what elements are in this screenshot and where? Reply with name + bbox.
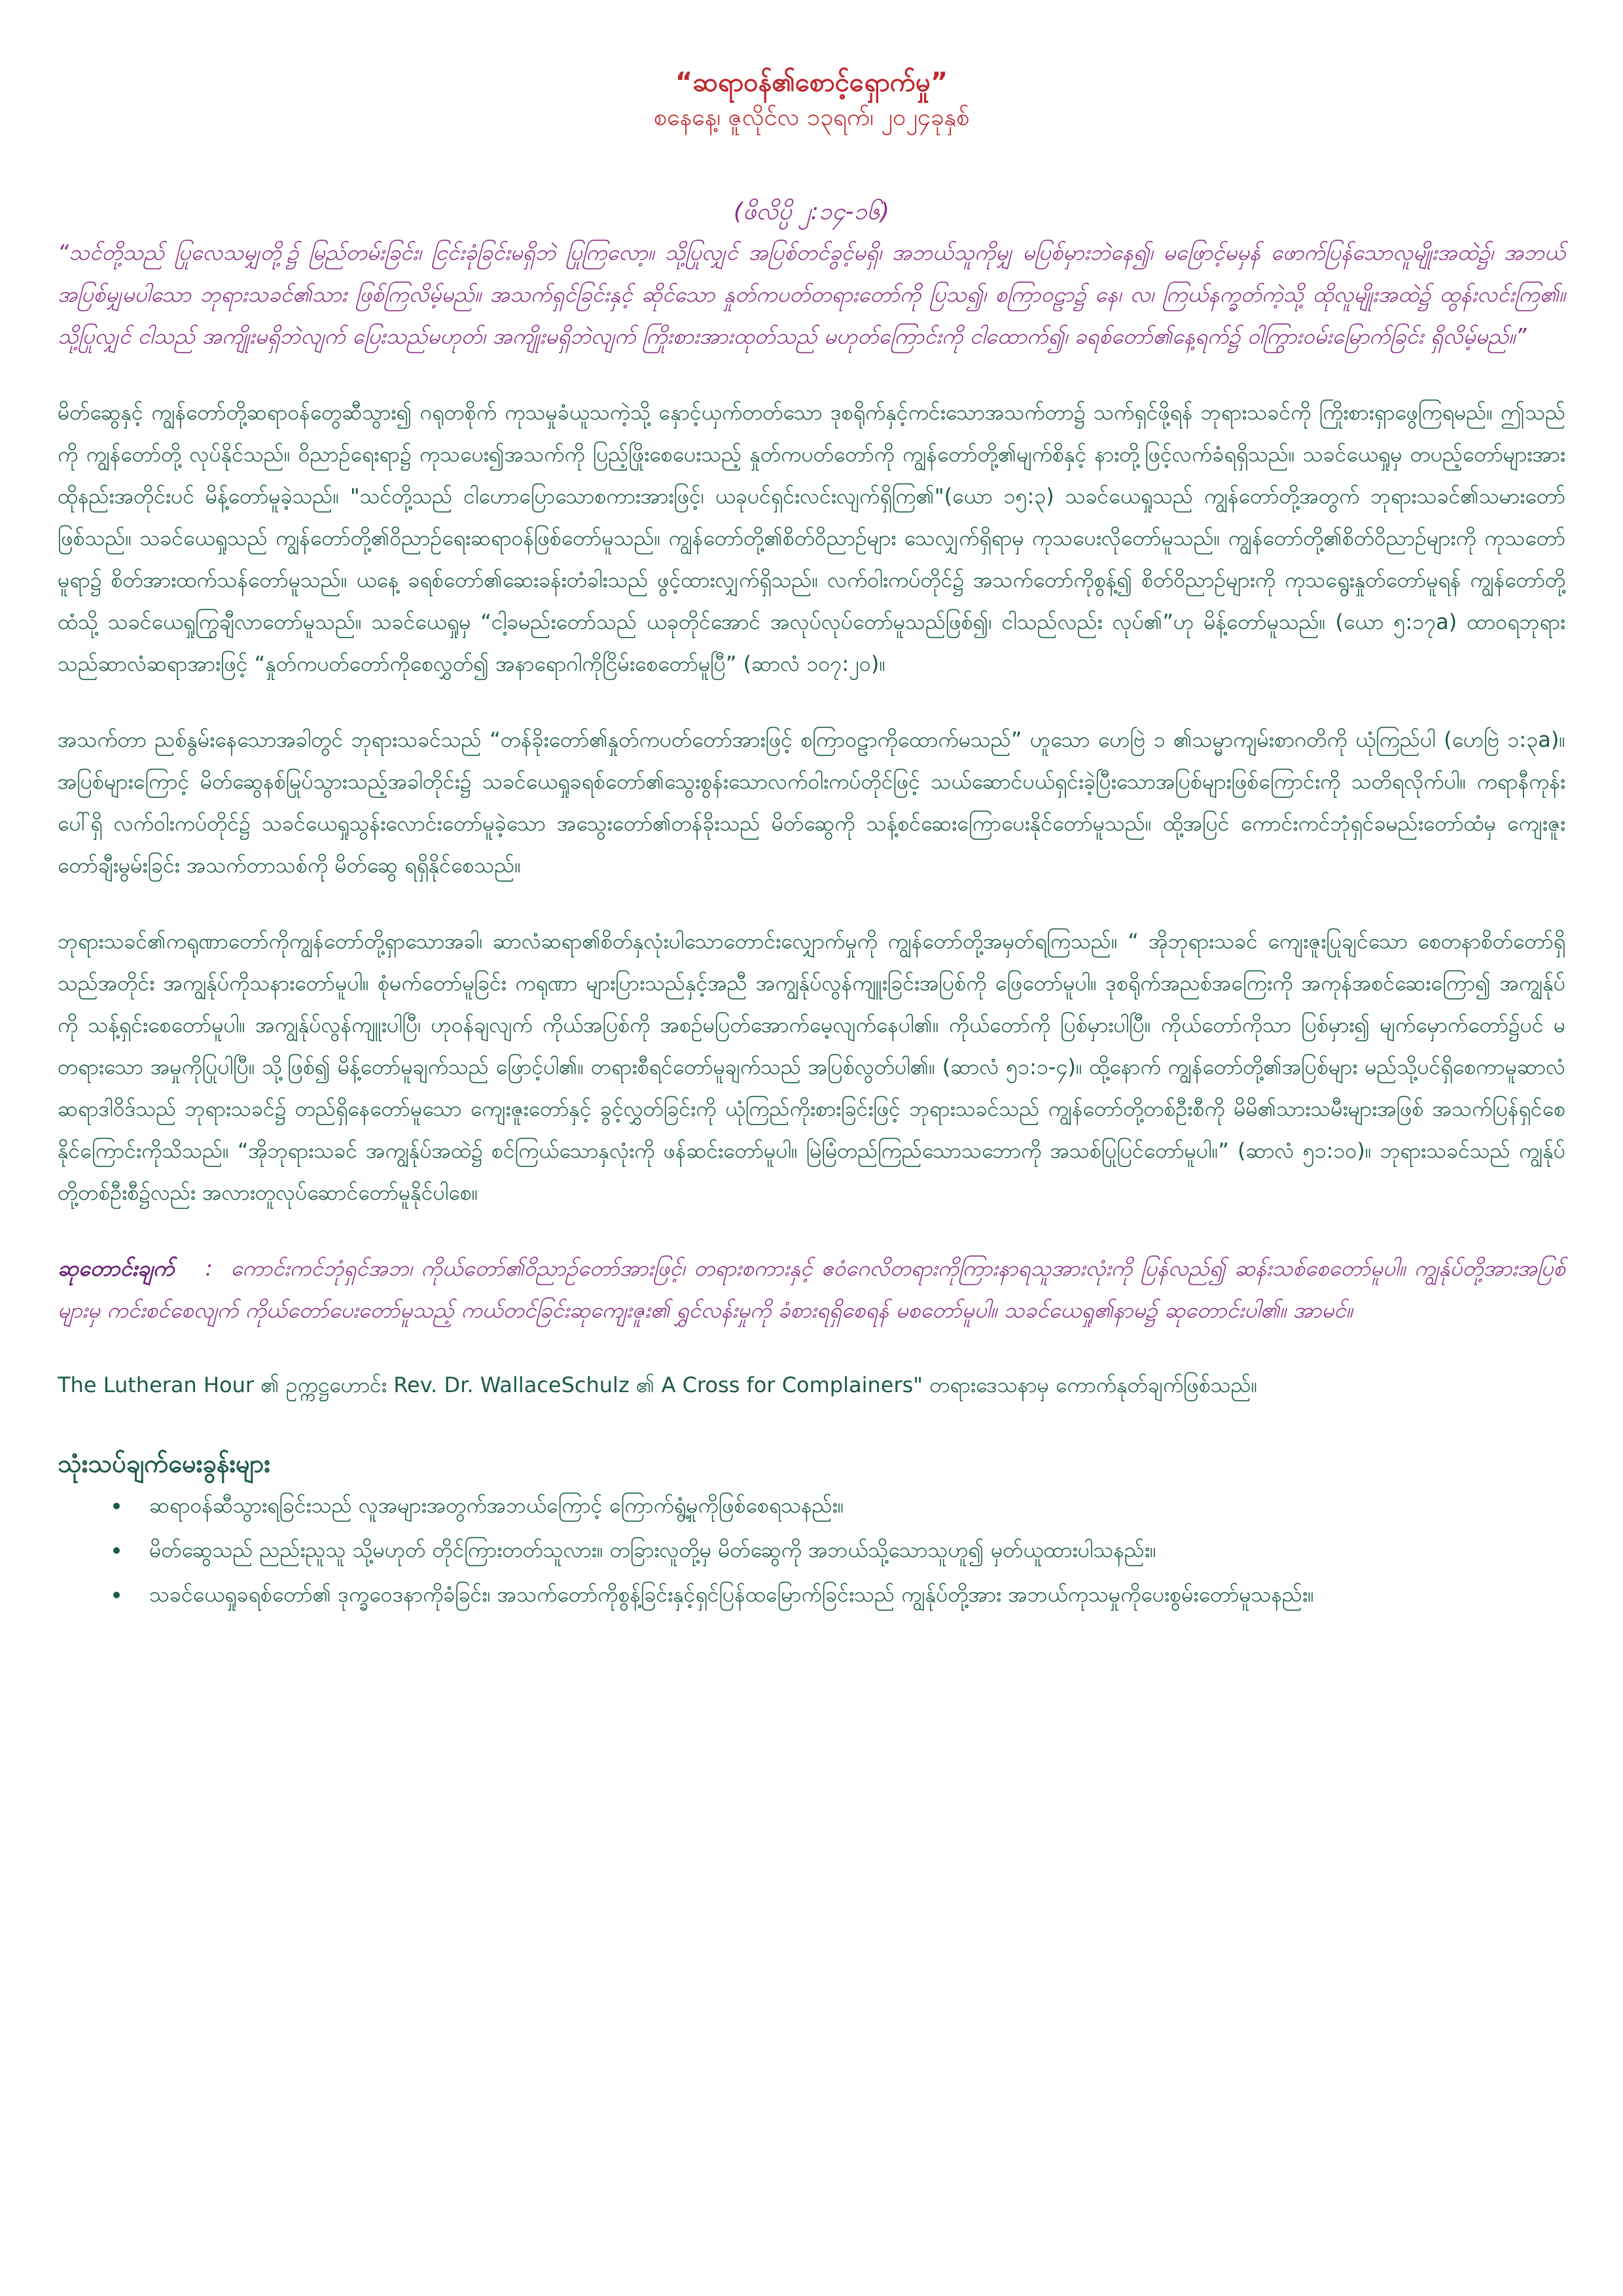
devotional-page — [58, 64, 1565, 1619]
scripture-reference: (ဖိလိပ္ပိ ၂:၁၄-၁၆) — [733, 198, 890, 225]
question-item-3: • သခင်ယေရှုခရစ်တော်၏ ဒုက္ခဝေဒနာကိုခံခြင်း၊ အသက်တော်ကိုစွန့်ခြင်းနှင့်ရှင်ပြန်ထမြောက်ခြင်းသည် ကျွန်ုပ်တို့အား အဘယ်ကုသမှုကိုပေးစွမ်းတော်မူသနည်း။ — [131, 1575, 1565, 1614]
prayer-separator: : — [205, 1255, 213, 1281]
source-note: The Lutheran Hour ၏ ဥက္ကဋ္ဌဟောင်း Rev. Dr. WallaceSchulz ၏ A Cross for Complainers" တရားဒေသနာမှ ကောက်နုတ်ချက်ဖြစ်သည်။ — [58, 1372, 1258, 1397]
body-paragraph-2: အသက်တာ ညစ်နွမ်းနေသောအခါတွင် ဘုရားသခင်သည် “တန်ခိုးတော်၏နှုတ်ကပတ်တော်အားဖြင့် စကြာဝဠာကိုထောက်မသည်” ဟူသော ဟေဗြဲ ၁ ၏သမ္မာကျမ်းစာဂတိကို ယုံကြည်ပါ (ဟေဗြဲ ၁:၃a)။ အပြစ်များကြောင့် မိတ်ဆွေနစ်မြုပ်သွားသည့်အခါတိုင်း၌ သခင်ယေရှုခရစ်တော်၏သွေးစွန်းသောလက်ဝါးကပ်တိုင်ဖြင့် သယ်ဆောင်ပယ်ရှင်းခဲ့ပြီးသောအပြစ်များဖြစ်ကြောင်းကို သတိရလိုက်ပါ။ ကရာနီကုန်းပေါ်ရှိ လက်ဝါးကပ်တိုင်၌ သခင်ယေရှုသွန်းလောင်းတော်မူခဲ့သော အသွေးတော်၏တန်ခိုးသည် မိတ်ဆွေကို သန့်စင်ဆေးကြောပေးနိုင်တော်မူသည်။ ထို့အပြင် ကောင်းကင်ဘုံရှင်ခမည်းတော်ထံမှ ကျေးဇူးတော်ချီးမွမ်းခြင်း အသက်တာသစ်ကို မိတ်ဆွေ ရရှိနိုင်စေသည်။ — [58, 727, 1565, 878]
scripture-quote: “သင်တို့သည် ပြုလေသမျှတို့၌ မြည်တမ်းခြင်း၊ ငြင်းခုံခြင်းမရှိဘဲ ပြုကြလော့။ သို့ပြုလျှင် အပြစ်တင်ခွင့်မရှိ၊ အဘယ်သူကိုမျှ မပြစ်မှားဘဲနေ၍၊ မဖြောင့်မမှန် ဖောက်ပြန်သောလူမျိုးအထဲ၌၊ အဘယ်အပြစ်မျှမပါသော ဘုရားသခင်၏သား ဖြစ်ကြလိမ့်မည်။ အသက်ရှင်ခြင်းနှင့် ဆိုင်သော နှုတ်ကပတ်တရားတော်ကို ပြသ၍၊ စကြာဝဠာ၌ နေ၊ လ၊ ကြယ်နက္ခတ်ကဲ့သို့ ထိုလူမျိုးအထဲ၌ ထွန်းလင်းကြ၏။ သို့ပြုလျှင် ငါသည် အကျိုးမရှိဘဲလျက် ပြေးသည်မဟုတ်၊ အကျိုးမရှိဘဲလျက် ကြိုးစားအားထုတ်သည် မဟုတ်ကြောင်းကို ငါထောက်၍၊ ခရစ်တော်၏နေ့ရက်၌ ဝါကြွားဝမ်းမြောက်ခြင်း ရှိလိမ့်မည်။” — [58, 240, 1565, 349]
body-paragraph-1: မိတ်ဆွေနှင့် ကျွန်တော်တို့ဆရာဝန်တွေဆီသွား၍ ဂရုတစိုက် ကုသမှုခံယူသကဲ့သို့ နှောင့်ယှက်တတ်သော ဒုစရိုက်နှင့်ကင်းသောအသက်တာ၌ သက်ရှင်ဖို့ရန် ဘုရားသခင်ကို ကြိုးစားရှာဖွေကြရမည်။ ဤသည်ကို ကျွန်တော်တို့ လုပ်နိုင်သည်။ ဝိညာဉ်ရေးရာ၌ ကုသပေး၍အသက်ကို ပြည့်ဖြိုးစေပေးသည့် နှုတ်ကပတ်တော်ကို ကျွန်တော်တို့၏မျက်စိနှင့် နားတို့ဖြင့်လက်ခံရရှိသည်။ သခင်ယေရှုမှ တပည့်တော်များအား ထိုနည်းအတိုင်းပင် မိန့်တော်မူခဲ့သည်။ "သင်တို့သည် ငါဟောပြောသောစကားအားဖြင့်၊ ယခုပင်ရှင်းလင်းလျက်ရှိကြ၏"(ယော ၁၅:၃) သခင်ယေရှုသည် ကျွန်တော်တို့အတွက် ဘုရားသခင်၏သမားတော်ဖြစ်သည်။ သခင်ယေရှုသည် ကျွန်တော်တို့၏ဝိညာဉ်ရေးဆရာဝန်ဖြစ်တော်မူသည်။ ကျွန်တော်တို့၏စိတ်ဝိညာဉ်များ သေလျှက်ရှိရာမှ ကုသပေးလိုတော်မူသည်။ ကျွန်တော်တို့၏စိတ်ဝိညာဉ်များကို ကုသတော်မူရာ၌ စိတ်အားထက်သန်တော်မူသည်။ ယနေ့ ခရစ်တော်၏ဆေးခန်းတံခါးသည် ဖွင့်ထားလျှက်ရှိသည်။ လက်ဝါးကပ်တိုင်၌ အသက်တော်ကိုစွန့်၍ စိတ်ဝိညာဉ်များကို ကုသရွေးနှုတ်တော်မူရန် ကျွန်တော်တို့ထံသို့ သခင်ယေရှုကြွချီလာတော်မူသည်။ သခင်ယေရှုမှ “ငါ့ခမည်းတော်သည် ယခုတိုင်အောင် အလုပ်လုပ်တော်မူသည်ဖြစ်၍၊ ငါသည်လည်း လုပ်၏”ဟု မိန့်တော်မူသည်။ (ယော ၅:၁၇a) ထာဝရဘုရားသည်ဆာလံဆရာအားဖြင့် “နှုတ်ကပတ်တော်ကိုစေလွှတ်၍ အနာရောဂါကိုငြိမ်းစေတော်မူပြီ” (ဆာလံ ၁၀၇:၂၀)။ — [58, 400, 1565, 676]
page-title: “ဆရာဝန်၏စောင့်ရှောက်မှု” — [675, 67, 948, 98]
questions-list — [58, 1486, 1565, 1614]
prayer-block — [58, 1247, 1565, 1331]
question-item-1: • ဆရာဝန်ဆီသွားရခြင်းသည် လူအများအတွက်အဘယ်ကြောင့် ကြောက်ရွံ့မှုကိုဖြစ်စေရသနည်း။ — [131, 1486, 1565, 1525]
prayer-label: ဆုတောင်းချက် — [58, 1255, 175, 1281]
body-paragraph-3: ဘုရားသခင်၏ကရုဏာတော်ကိုကျွန်တော်တို့ရှာသောအခါ၊ ဆာလံဆရာ၏စိတ်နှလုံးပါသောတောင်းလျှောက်မှုကို ကျွန်တော်တို့အမှတ်ရကြသည်။ “ အိုဘုရားသခင် ကျေးဇူးပြုချင်သော စေတနာစိတ်တော်ရှိသည်အတိုင်း အကျွန်ုပ်ကိုသနားတော်မူပါ။ စုံမက်တော်မူခြင်း ကရုဏာ များပြားသည်နှင့်အညီ အကျွန်ုပ်လွန်ကျူးခြင်းအပြစ်ကို ဖြေတော်မူပါ။ ဒုစရိုက်အညစ်အကြေးကို အကုန်အစင်ဆေးကြော၍ အကျွန်ုပ်ကို သန့်ရှင်းစေတော်မူပါ။ အကျွန်ုပ်လွန်ကျူးပါပြီ၊ ဟုဝန်ချလျက် ကိုယ်အပြစ်ကို အစဉ်မပြတ်အောက်မေ့လျက်နေပါ၏။ ကိုယ်တော်ကို ပြစ်မှားပါပြီ။ ကိုယ်တော်ကိုသာ ပြစ်မှား၍ မျက်မှောက်တော်၌ပင် မတရားသော အမှုကိုပြုပါပြီ။ သို့ဖြစ်၍ မိန့်တော်မူချက်သည် ဖြောင့်ပါ၏။ တရားစီရင်တော်မူချက်သည် အပြစ်လွတ်ပါ၏။ (ဆာလံ ၅၁:၁-၄)။ ထို့နောက် ကျွန်တော်တို့၏အပြစ်များ မည်သို့ပင်ရှိစေကာမူဆာလံဆရာဒါဝိဒ်သည် ဘုရားသခင်၌ တည်ရှိနေတော်မူသော ကျေးဇူးတော်နှင့် ခွင့်လွှတ်ခြင်းကို ယုံကြည်ကိုးစားခြင်းဖြင့် ဘုရားသခင်သည် ကျွန်တော်တို့တစ်ဦးစီကို မိမိ၏သားသမီးများအဖြစ် အသက်ပြန်ရှင်စေနိုင်ကြောင်းကိုသိသည်။ “အိုဘုရားသခင် အကျွန်ုပ်အထဲ၌ စင်ကြယ်သောနှလုံးကို ဖန်ဆင်းတော်မူပါ။ မြဲမြံတည်ကြည်သောသဘောကို အသစ်ပြုပြင်တော်မူပါ။” (ဆာလံ ၅၁:၁၀)။ ဘုရားသခင်သည် ကျွန်ုပ်တို့တစ်ဦးစီ၌လည်း အလားတူလုပ်ဆောင်တော်မူနိုင်ပါစေ။ — [58, 929, 1566, 1205]
date-line: စနေနေ့၊ ဇူလိုင်လ ၁၃ရက်၊ ၂၀၂၄ခုနှစ် — [653, 104, 970, 131]
question-item-2: • မိတ်ဆွေသည် ညည်းညူသူ သို့မဟုတ် တိုင်ကြားတတ်သူလား။ တခြားလူတို့မှ မိတ်ဆွေကို အဘယ်သို့သောသူဟူ၍ မှတ်ယူထားပါသနည်း။ — [131, 1530, 1565, 1570]
prayer-text: ကောင်းကင်ဘုံရှင်အဘ၊ ကိုယ်တော်၏ဝိညာဉ်တော်အားဖြင့်၊ တရားစကားနှင့် ဧဝံဂေလိတရားကိုကြားနာရသူအားလုံးကို ပြန်လည်၍ ဆန်းသစ်စေတော်မူပါ။ ကျွန်ုပ်တို့အားအပြစ်များမှ ကင်းစင်စေလျက် ကိုယ်တော်ပေးတော်မူသည့် ကယ်တင်ခြင်းဆုကျေးဇူး၏ ရွှင်လန်းမှုကို ခံစားရရှိစေရန် မစတော်မူပါ။ သခင်ယေရှု၏နာမ၌ ဆုတောင်းပါ၏။ အာမင်။ — [58, 1255, 1565, 1323]
questions-heading: သုံးသပ်ချက်မေးခွန်းများ — [58, 1449, 271, 1478]
